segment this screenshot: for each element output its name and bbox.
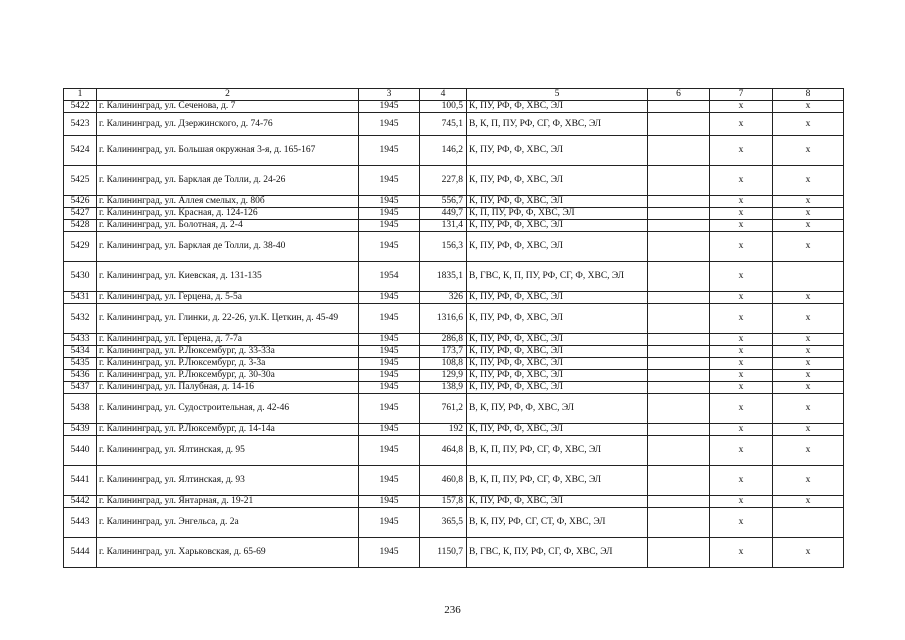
column-6-cell bbox=[648, 113, 710, 136]
table-row bbox=[64, 436, 844, 466]
column-8-cell: х bbox=[773, 424, 844, 436]
column-6-cell bbox=[648, 292, 710, 304]
table-row bbox=[64, 232, 844, 262]
area-cell: 286,8 bbox=[420, 334, 467, 346]
address-cell: г. Калининград, ул. Большая окружная 3-я, д. 165-167 bbox=[97, 136, 359, 166]
utilities-cell: К, ПУ, РФ, Ф, ХВС, ЭЛ bbox=[467, 346, 648, 358]
year-built-cell: 1945 bbox=[359, 136, 420, 166]
column-6-cell bbox=[648, 466, 710, 496]
row-number-cell: 5438 bbox=[64, 394, 97, 424]
area-cell: 745,1 bbox=[420, 113, 467, 136]
area-cell: 173,7 bbox=[420, 346, 467, 358]
area-cell: 108,8 bbox=[420, 358, 467, 370]
address-cell: г. Калининград, ул. Палубная, д. 14-16 bbox=[97, 382, 359, 394]
utilities-cell: К, ПУ, РФ, Ф, ХВС, ЭЛ bbox=[467, 136, 648, 166]
row-number-cell: 5442 bbox=[64, 496, 97, 508]
utilities-cell: К, ПУ, РФ, Ф, ХВС, ЭЛ bbox=[467, 304, 648, 334]
area-cell: 100,5 bbox=[420, 101, 467, 113]
row-number-cell: 5437 bbox=[64, 382, 97, 394]
row-number-cell: 5425 bbox=[64, 166, 97, 196]
column-8-cell: х bbox=[773, 394, 844, 424]
year-built-cell: 1945 bbox=[359, 196, 420, 208]
column-8-cell: х bbox=[773, 232, 844, 262]
area-cell: 365,5 bbox=[420, 508, 467, 538]
table-row bbox=[64, 292, 844, 304]
table-row bbox=[64, 136, 844, 166]
column-7-cell: х bbox=[710, 334, 773, 346]
column-8-cell: х bbox=[773, 538, 844, 568]
address-cell: г. Калининград, ул. Харьковская, д. 65-69 bbox=[97, 538, 359, 568]
column-number-header: 1 bbox=[64, 89, 97, 101]
utilities-cell: К, ПУ, РФ, Ф, ХВС, ЭЛ bbox=[467, 101, 648, 113]
year-built-cell: 1945 bbox=[359, 304, 420, 334]
year-built-cell: 1945 bbox=[359, 382, 420, 394]
row-number-cell: 5435 bbox=[64, 358, 97, 370]
utilities-cell: К, ПУ, РФ, Ф, ХВС, ЭЛ bbox=[467, 196, 648, 208]
address-cell: г. Калининград, ул. Р.Люксембург, д. 14-14а bbox=[97, 424, 359, 436]
address-cell: г. Калининград, ул. Дзержинского, д. 74-76 bbox=[97, 113, 359, 136]
row-number-cell: 5429 bbox=[64, 232, 97, 262]
column-8-cell: х bbox=[773, 358, 844, 370]
address-cell: г. Калининград, ул. Р.Люксембург, д. 30-30а bbox=[97, 370, 359, 382]
column-6-cell bbox=[648, 370, 710, 382]
row-number-cell: 5426 bbox=[64, 196, 97, 208]
table-row bbox=[64, 346, 844, 358]
housing-registry-table bbox=[63, 88, 844, 568]
address-cell: г. Калининград, ул. Ялтинская, д. 95 bbox=[97, 436, 359, 466]
row-number-cell: 5439 bbox=[64, 424, 97, 436]
utilities-cell: В, ГВС, К, ПУ, РФ, СГ, Ф, ХВС, ЭЛ bbox=[467, 538, 648, 568]
year-built-cell: 1945 bbox=[359, 208, 420, 220]
area-cell: 138,9 bbox=[420, 382, 467, 394]
column-8-cell: х bbox=[773, 136, 844, 166]
year-built-cell: 1945 bbox=[359, 394, 420, 424]
column-8-cell: х bbox=[773, 304, 844, 334]
year-built-cell: 1945 bbox=[359, 101, 420, 113]
column-7-cell: х bbox=[710, 292, 773, 304]
year-built-cell: 1945 bbox=[359, 220, 420, 232]
year-built-cell: 1945 bbox=[359, 466, 420, 496]
year-built-cell: 1945 bbox=[359, 113, 420, 136]
table-row bbox=[64, 196, 844, 208]
area-cell: 131,4 bbox=[420, 220, 467, 232]
address-cell: г. Калининград, ул. Янтарная, д. 19-21 bbox=[97, 496, 359, 508]
column-7-cell: х bbox=[710, 220, 773, 232]
column-7-cell: х bbox=[710, 232, 773, 262]
table-row bbox=[64, 113, 844, 136]
utilities-cell: К, ПУ, РФ, Ф, ХВС, ЭЛ bbox=[467, 292, 648, 304]
column-7-cell: х bbox=[710, 358, 773, 370]
area-cell: 326 bbox=[420, 292, 467, 304]
column-6-cell bbox=[648, 136, 710, 166]
row-number-cell: 5432 bbox=[64, 304, 97, 334]
column-6-cell bbox=[648, 304, 710, 334]
year-built-cell: 1945 bbox=[359, 166, 420, 196]
column-6-cell bbox=[648, 220, 710, 232]
utilities-cell: К, П, ПУ, РФ, Ф, ХВС, ЭЛ bbox=[467, 208, 648, 220]
area-cell: 460,8 bbox=[420, 466, 467, 496]
column-number-header: 4 bbox=[420, 89, 467, 101]
column-number-header: 2 bbox=[97, 89, 359, 101]
column-7-cell: х bbox=[710, 370, 773, 382]
year-built-cell: 1945 bbox=[359, 232, 420, 262]
area-cell: 146,2 bbox=[420, 136, 467, 166]
table-row bbox=[64, 382, 844, 394]
table-body bbox=[64, 89, 844, 568]
row-number-cell: 5423 bbox=[64, 113, 97, 136]
year-built-cell: 1945 bbox=[359, 370, 420, 382]
column-8-cell: х bbox=[773, 496, 844, 508]
year-built-cell: 1945 bbox=[359, 508, 420, 538]
utilities-cell: К, ПУ, РФ, Ф, ХВС, ЭЛ bbox=[467, 370, 648, 382]
column-number-header: 8 bbox=[773, 89, 844, 101]
year-built-cell: 1945 bbox=[359, 334, 420, 346]
column-8-cell: х bbox=[773, 436, 844, 466]
column-8-cell: х bbox=[773, 370, 844, 382]
column-8-cell: х bbox=[773, 346, 844, 358]
column-7-cell: х bbox=[710, 424, 773, 436]
address-cell: г. Калининград, ул. Глинки, д. 22-26, ул.К. Цеткин, д. 45-49 bbox=[97, 304, 359, 334]
table-row bbox=[64, 466, 844, 496]
area-cell: 129,9 bbox=[420, 370, 467, 382]
year-built-cell: 1945 bbox=[359, 358, 420, 370]
column-8-cell: х bbox=[773, 113, 844, 136]
column-8-cell: х bbox=[773, 166, 844, 196]
year-built-cell: 1945 bbox=[359, 436, 420, 466]
column-number-header: 6 bbox=[648, 89, 710, 101]
column-7-cell: х bbox=[710, 136, 773, 166]
column-number-header: 5 bbox=[467, 89, 648, 101]
row-number-cell: 5441 bbox=[64, 466, 97, 496]
area-cell: 556,7 bbox=[420, 196, 467, 208]
row-number-cell: 5434 bbox=[64, 346, 97, 358]
area-cell: 227,8 bbox=[420, 166, 467, 196]
table-row bbox=[64, 508, 844, 538]
column-6-cell bbox=[648, 166, 710, 196]
column-6-cell bbox=[648, 496, 710, 508]
column-7-cell: х bbox=[710, 382, 773, 394]
column-6-cell bbox=[648, 101, 710, 113]
column-7-cell: х bbox=[710, 113, 773, 136]
table-row bbox=[64, 220, 844, 232]
column-6-cell bbox=[648, 346, 710, 358]
row-number-cell: 5443 bbox=[64, 508, 97, 538]
column-7-cell: х bbox=[710, 166, 773, 196]
address-cell: г. Калининград, ул. Герцена, д. 7-7а bbox=[97, 334, 359, 346]
utilities-cell: К, ПУ, РФ, Ф, ХВС, ЭЛ bbox=[467, 424, 648, 436]
utilities-cell: В, К, П, ПУ, РФ, СГ, Ф, ХВС, ЭЛ bbox=[467, 113, 648, 136]
area-cell: 156,3 bbox=[420, 232, 467, 262]
year-built-cell: 1945 bbox=[359, 538, 420, 568]
column-8-cell: х bbox=[773, 292, 844, 304]
row-number-cell: 5422 bbox=[64, 101, 97, 113]
column-6-cell bbox=[648, 382, 710, 394]
column-6-cell bbox=[648, 196, 710, 208]
column-7-cell: х bbox=[710, 101, 773, 113]
row-number-cell: 5430 bbox=[64, 262, 97, 292]
utilities-cell: К, ПУ, РФ, Ф, ХВС, ЭЛ bbox=[467, 496, 648, 508]
column-7-cell: х bbox=[710, 394, 773, 424]
column-7-cell: х bbox=[710, 346, 773, 358]
page-number: 236 bbox=[444, 604, 461, 616]
address-cell: г. Калининград, ул. Герцена, д. 5-5а bbox=[97, 292, 359, 304]
utilities-cell: В, К, ПУ, РФ, Ф, ХВС, ЭЛ bbox=[467, 394, 648, 424]
address-cell: г. Калининград, ул. Ялтинская, д. 93 bbox=[97, 466, 359, 496]
row-number-cell: 5440 bbox=[64, 436, 97, 466]
column-8-cell: х bbox=[773, 220, 844, 232]
table-row bbox=[64, 166, 844, 196]
column-8-cell bbox=[773, 262, 844, 292]
utilities-cell: К, ПУ, РФ, Ф, ХВС, ЭЛ bbox=[467, 382, 648, 394]
row-number-cell: 5436 bbox=[64, 370, 97, 382]
row-number-cell: 5424 bbox=[64, 136, 97, 166]
table-row bbox=[64, 538, 844, 568]
area-cell: 192 bbox=[420, 424, 467, 436]
column-8-cell: х bbox=[773, 334, 844, 346]
address-cell: г. Калининград, ул. Судостроительная, д. 42-46 bbox=[97, 394, 359, 424]
column-7-cell: х bbox=[710, 436, 773, 466]
utilities-cell: К, ПУ, РФ, Ф, ХВС, ЭЛ bbox=[467, 334, 648, 346]
column-number-header-row bbox=[64, 89, 844, 101]
column-7-cell: х bbox=[710, 196, 773, 208]
utilities-cell: В, ГВС, К, П, ПУ, РФ, СГ, Ф, ХВС, ЭЛ bbox=[467, 262, 648, 292]
table-row bbox=[64, 304, 844, 334]
address-cell: г. Калининград, ул. Киевская, д. 131-135 bbox=[97, 262, 359, 292]
area-cell: 761,2 bbox=[420, 394, 467, 424]
column-6-cell bbox=[648, 232, 710, 262]
column-7-cell: х bbox=[710, 508, 773, 538]
address-cell: г. Калининград, ул. Красная, д. 124-126 bbox=[97, 208, 359, 220]
year-built-cell: 1945 bbox=[359, 424, 420, 436]
area-cell: 1316,6 bbox=[420, 304, 467, 334]
address-cell: г. Калининград, ул. Болотная, д. 2-4 bbox=[97, 220, 359, 232]
table-row bbox=[64, 262, 844, 292]
column-number-header: 7 bbox=[710, 89, 773, 101]
area-cell: 1150,7 bbox=[420, 538, 467, 568]
address-cell: г. Калининград, ул. Аллея смелых, д. 80б bbox=[97, 196, 359, 208]
area-cell: 1835,1 bbox=[420, 262, 467, 292]
row-number-cell: 5428 bbox=[64, 220, 97, 232]
address-cell: г. Калининград, ул. Р.Люксембург, д. 33-33а bbox=[97, 346, 359, 358]
column-6-cell bbox=[648, 358, 710, 370]
column-7-cell: х bbox=[710, 496, 773, 508]
address-cell: г. Калининград, ул. Сеченова, д. 7 bbox=[97, 101, 359, 113]
column-7-cell: х bbox=[710, 208, 773, 220]
table-row bbox=[64, 358, 844, 370]
year-built-cell: 1945 bbox=[359, 346, 420, 358]
table-row bbox=[64, 370, 844, 382]
address-cell: г. Калининград, ул. Барклая де Толли, д. 24-26 bbox=[97, 166, 359, 196]
column-8-cell: х bbox=[773, 208, 844, 220]
column-7-cell: х bbox=[710, 262, 773, 292]
area-cell: 157,8 bbox=[420, 496, 467, 508]
year-built-cell: 1945 bbox=[359, 496, 420, 508]
utilities-cell: К, ПУ, РФ, Ф, ХВС, ЭЛ bbox=[467, 166, 648, 196]
column-8-cell: х bbox=[773, 382, 844, 394]
column-8-cell: х bbox=[773, 101, 844, 113]
column-6-cell bbox=[648, 394, 710, 424]
utilities-cell: К, ПУ, РФ, Ф, ХВС, ЭЛ bbox=[467, 358, 648, 370]
column-7-cell: х bbox=[710, 538, 773, 568]
address-cell: г. Калининград, ул. Барклая де Толли, д. 38-40 bbox=[97, 232, 359, 262]
column-7-cell: х bbox=[710, 304, 773, 334]
address-cell: г. Калининград, ул. Энгельса, д. 2а bbox=[97, 508, 359, 538]
column-7-cell: х bbox=[710, 466, 773, 496]
area-cell: 449,7 bbox=[420, 208, 467, 220]
table-row bbox=[64, 101, 844, 113]
column-6-cell bbox=[648, 208, 710, 220]
table-row bbox=[64, 424, 844, 436]
address-cell: г. Калининград, ул. Р.Люксембург, д. 3-3а bbox=[97, 358, 359, 370]
row-number-cell: 5427 bbox=[64, 208, 97, 220]
table-row bbox=[64, 208, 844, 220]
row-number-cell: 5433 bbox=[64, 334, 97, 346]
column-6-cell bbox=[648, 436, 710, 466]
table-row bbox=[64, 394, 844, 424]
column-number-header: 3 bbox=[359, 89, 420, 101]
utilities-cell: К, ПУ, РФ, Ф, ХВС, ЭЛ bbox=[467, 220, 648, 232]
column-6-cell bbox=[648, 424, 710, 436]
utilities-cell: В, К, П, ПУ, РФ, СГ, Ф, ХВС, ЭЛ bbox=[467, 466, 648, 496]
table-row bbox=[64, 334, 844, 346]
column-6-cell bbox=[648, 262, 710, 292]
row-number-cell: 5444 bbox=[64, 538, 97, 568]
column-8-cell bbox=[773, 508, 844, 538]
year-built-cell: 1954 bbox=[359, 262, 420, 292]
column-8-cell: х bbox=[773, 196, 844, 208]
column-6-cell bbox=[648, 538, 710, 568]
column-6-cell bbox=[648, 334, 710, 346]
column-8-cell: х bbox=[773, 466, 844, 496]
utilities-cell: К, ПУ, РФ, Ф, ХВС, ЭЛ bbox=[467, 232, 648, 262]
year-built-cell: 1945 bbox=[359, 292, 420, 304]
table-row bbox=[64, 496, 844, 508]
utilities-cell: В, К, ПУ, РФ, СГ, СТ, Ф, ХВС, ЭЛ bbox=[467, 508, 648, 538]
utilities-cell: В, К, П, ПУ, РФ, СГ, Ф, ХВС, ЭЛ bbox=[467, 436, 648, 466]
area-cell: 464,8 bbox=[420, 436, 467, 466]
row-number-cell: 5431 bbox=[64, 292, 97, 304]
column-6-cell bbox=[648, 508, 710, 538]
